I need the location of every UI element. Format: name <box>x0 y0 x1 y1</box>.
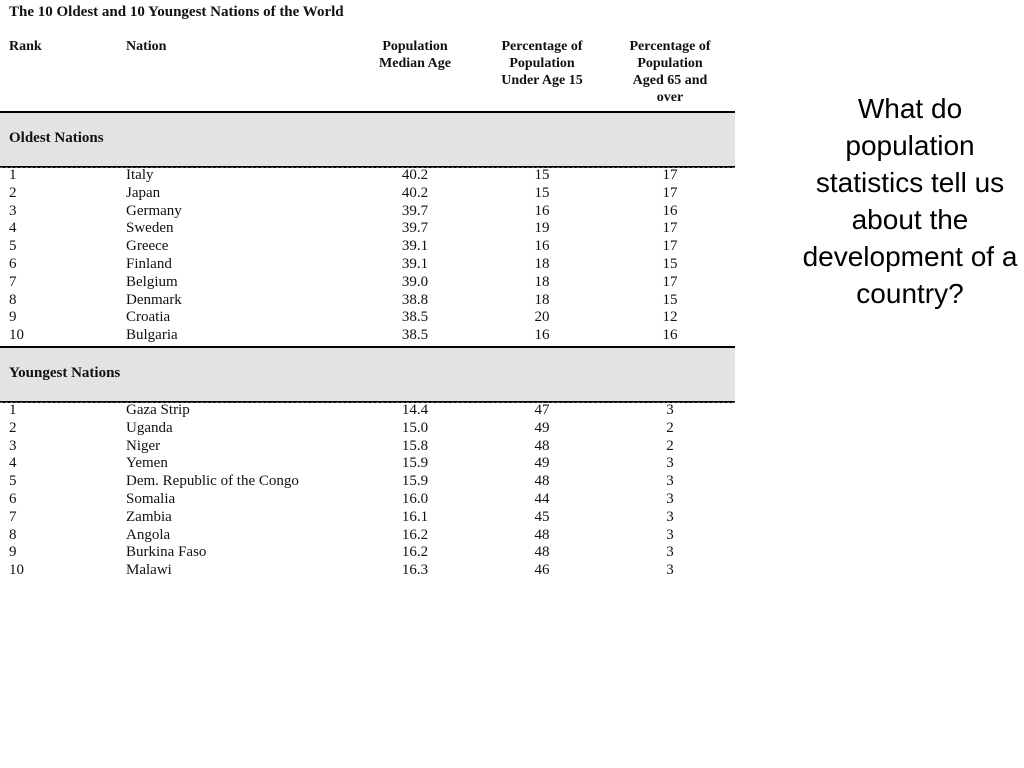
table-title: The 10 Oldest and 10 Youngest Nations of the World <box>9 4 344 20</box>
nation-cell: Dem. Republic of the Congo <box>126 473 299 490</box>
nation-cell: Finland <box>126 255 172 272</box>
nation-cell: Somalia <box>126 490 176 507</box>
nation-cell: Denmark <box>126 291 182 308</box>
rank-cell: 9 <box>9 544 17 561</box>
nation-cell: Japan <box>126 184 161 201</box>
median-age-cell: 39.7 <box>401 220 429 237</box>
under-15-cell: 19 <box>534 220 550 237</box>
nation-cell: Malawi <box>126 562 172 579</box>
median-age-cell: 16.0 <box>401 490 429 507</box>
under-15-cell: 18 <box>534 291 550 308</box>
rank-cell: 3 <box>9 437 17 454</box>
rank-cell: 4 <box>9 220 17 237</box>
under-15-cell: 49 <box>534 455 550 472</box>
under-15-cell: 48 <box>534 544 550 561</box>
rank-cell: 5 <box>9 473 17 490</box>
nation-cell: Croatia <box>126 309 171 326</box>
over-65-cell: 3 <box>666 544 674 561</box>
nation-cell: Zambia <box>126 508 172 525</box>
over-65-cell: 15 <box>662 255 678 272</box>
table-row <box>0 238 735 256</box>
under-15-cell: 47 <box>534 402 550 418</box>
header-median-age: Population Median Age <box>379 39 451 71</box>
over-65-cell: 2 <box>666 437 674 454</box>
under-15-cell: 44 <box>534 490 550 507</box>
median-age-cell: 15.0 <box>401 419 429 436</box>
over-65-cell: 3 <box>666 562 674 579</box>
table-row <box>0 220 735 238</box>
table-row <box>0 327 735 345</box>
rank-cell: 10 <box>9 327 24 344</box>
table-row <box>0 292 735 310</box>
median-age-cell: 39.0 <box>401 273 429 290</box>
table-row <box>0 438 735 456</box>
over-65-cell: 17 <box>662 184 678 201</box>
nation-cell: Germany <box>126 202 182 219</box>
under-15-cell: 48 <box>534 526 550 543</box>
nation-cell: Uganda <box>126 419 173 436</box>
table-row <box>0 527 735 545</box>
oldest-rows <box>0 167 735 345</box>
under-15-cell: 16 <box>534 238 550 255</box>
table-row <box>0 509 735 527</box>
over-65-cell: 3 <box>666 455 674 472</box>
table-row <box>0 185 735 203</box>
nation-cell: Sweden <box>126 220 174 237</box>
over-65-cell: 3 <box>666 402 674 418</box>
table-row <box>0 203 735 221</box>
under-15-cell: 20 <box>534 309 550 326</box>
rank-cell: 3 <box>9 202 17 219</box>
nation-cell: Bulgaria <box>126 327 178 344</box>
section-title: Oldest Nations <box>9 130 104 146</box>
median-age-cell: 40.2 <box>401 167 429 183</box>
over-65-cell: 3 <box>666 508 674 525</box>
nation-cell: Niger <box>126 437 161 454</box>
under-15-cell: 15 <box>534 167 550 183</box>
over-65-cell: 3 <box>666 473 674 490</box>
median-age-cell: 16.2 <box>401 544 429 561</box>
rank-cell: 8 <box>9 291 17 308</box>
under-15-cell: 48 <box>534 473 550 490</box>
over-65-cell: 17 <box>662 220 678 237</box>
under-15-cell: 16 <box>534 202 550 219</box>
under-15-cell: 16 <box>534 327 550 344</box>
table-row <box>0 274 735 292</box>
under-15-cell: 18 <box>534 255 550 272</box>
table-row <box>0 402 735 420</box>
under-15-cell: 15 <box>534 184 550 201</box>
nation-cell: Belgium <box>126 273 178 290</box>
header-under-15: Percentage of Population Under Age 15 <box>501 39 583 88</box>
over-65-cell: 15 <box>662 291 678 308</box>
table-row <box>0 562 735 580</box>
rank-cell: 5 <box>9 238 17 255</box>
median-age-cell: 14.4 <box>401 402 429 418</box>
rank-cell: 2 <box>9 184 17 201</box>
under-15-cell: 49 <box>534 419 550 436</box>
table-row <box>0 544 735 562</box>
median-age-cell: 15.9 <box>401 455 429 472</box>
nation-cell: Greece <box>126 238 169 255</box>
header-65-over: Percentage of Population Aged 65 and over <box>629 39 711 105</box>
header-nation: Nation <box>126 39 167 54</box>
median-age-cell: 39.1 <box>401 255 429 272</box>
rank-cell: 6 <box>9 255 17 272</box>
table-row <box>0 167 735 185</box>
median-age-cell: 16.1 <box>401 508 429 525</box>
section-youngest <box>0 348 735 401</box>
table-row <box>0 473 735 491</box>
median-age-cell: 38.5 <box>401 309 429 326</box>
youngest-rows <box>0 402 735 580</box>
over-65-cell: 17 <box>662 273 678 290</box>
rank-cell: 4 <box>9 455 17 472</box>
median-age-cell: 39.7 <box>401 202 429 219</box>
under-15-cell: 46 <box>534 562 550 579</box>
over-65-cell: 17 <box>662 238 678 255</box>
table-row <box>0 256 735 274</box>
rank-cell: 1 <box>9 402 17 418</box>
over-65-cell: 12 <box>662 309 678 326</box>
rank-cell: 10 <box>9 562 24 579</box>
under-15-cell: 18 <box>534 273 550 290</box>
under-15-cell: 45 <box>534 508 550 525</box>
table-row <box>0 491 735 509</box>
rank-cell: 6 <box>9 490 17 507</box>
median-age-cell: 39.1 <box>401 238 429 255</box>
discussion-question: What do population statistics tell us about the development of a country? <box>802 93 1018 309</box>
rank-cell: 2 <box>9 419 17 436</box>
over-65-cell: 3 <box>666 526 674 543</box>
over-65-cell: 16 <box>662 327 678 344</box>
rank-cell: 8 <box>9 526 17 543</box>
under-15-cell: 48 <box>534 437 550 454</box>
section-oldest <box>0 113 735 166</box>
median-age-cell: 15.9 <box>401 473 429 490</box>
table-row <box>0 420 735 438</box>
median-age-cell: 38.5 <box>401 327 429 344</box>
median-age-cell: 15.8 <box>401 437 429 454</box>
rank-cell: 7 <box>9 508 17 525</box>
section-title: Youngest Nations <box>9 365 121 381</box>
nation-cell: Angola <box>126 526 171 543</box>
table-row <box>0 309 735 327</box>
nation-cell: Burkina Faso <box>126 544 207 561</box>
nation-cell: Yemen <box>126 455 168 472</box>
nation-cell: Gaza Strip <box>126 402 190 418</box>
over-65-cell: 2 <box>666 419 674 436</box>
over-65-cell: 3 <box>666 490 674 507</box>
over-65-cell: 16 <box>662 202 678 219</box>
over-65-cell: 17 <box>662 167 678 183</box>
header-rank: Rank <box>9 39 42 54</box>
median-age-cell: 38.8 <box>401 291 429 308</box>
median-age-cell: 40.2 <box>401 184 429 201</box>
median-age-cell: 16.2 <box>401 526 429 543</box>
table-row <box>0 455 735 473</box>
median-age-cell: 16.3 <box>401 562 429 579</box>
rank-cell: 7 <box>9 273 17 290</box>
rank-cell: 9 <box>9 309 17 326</box>
nation-cell: Italy <box>126 167 154 183</box>
rank-cell: 1 <box>9 167 17 183</box>
